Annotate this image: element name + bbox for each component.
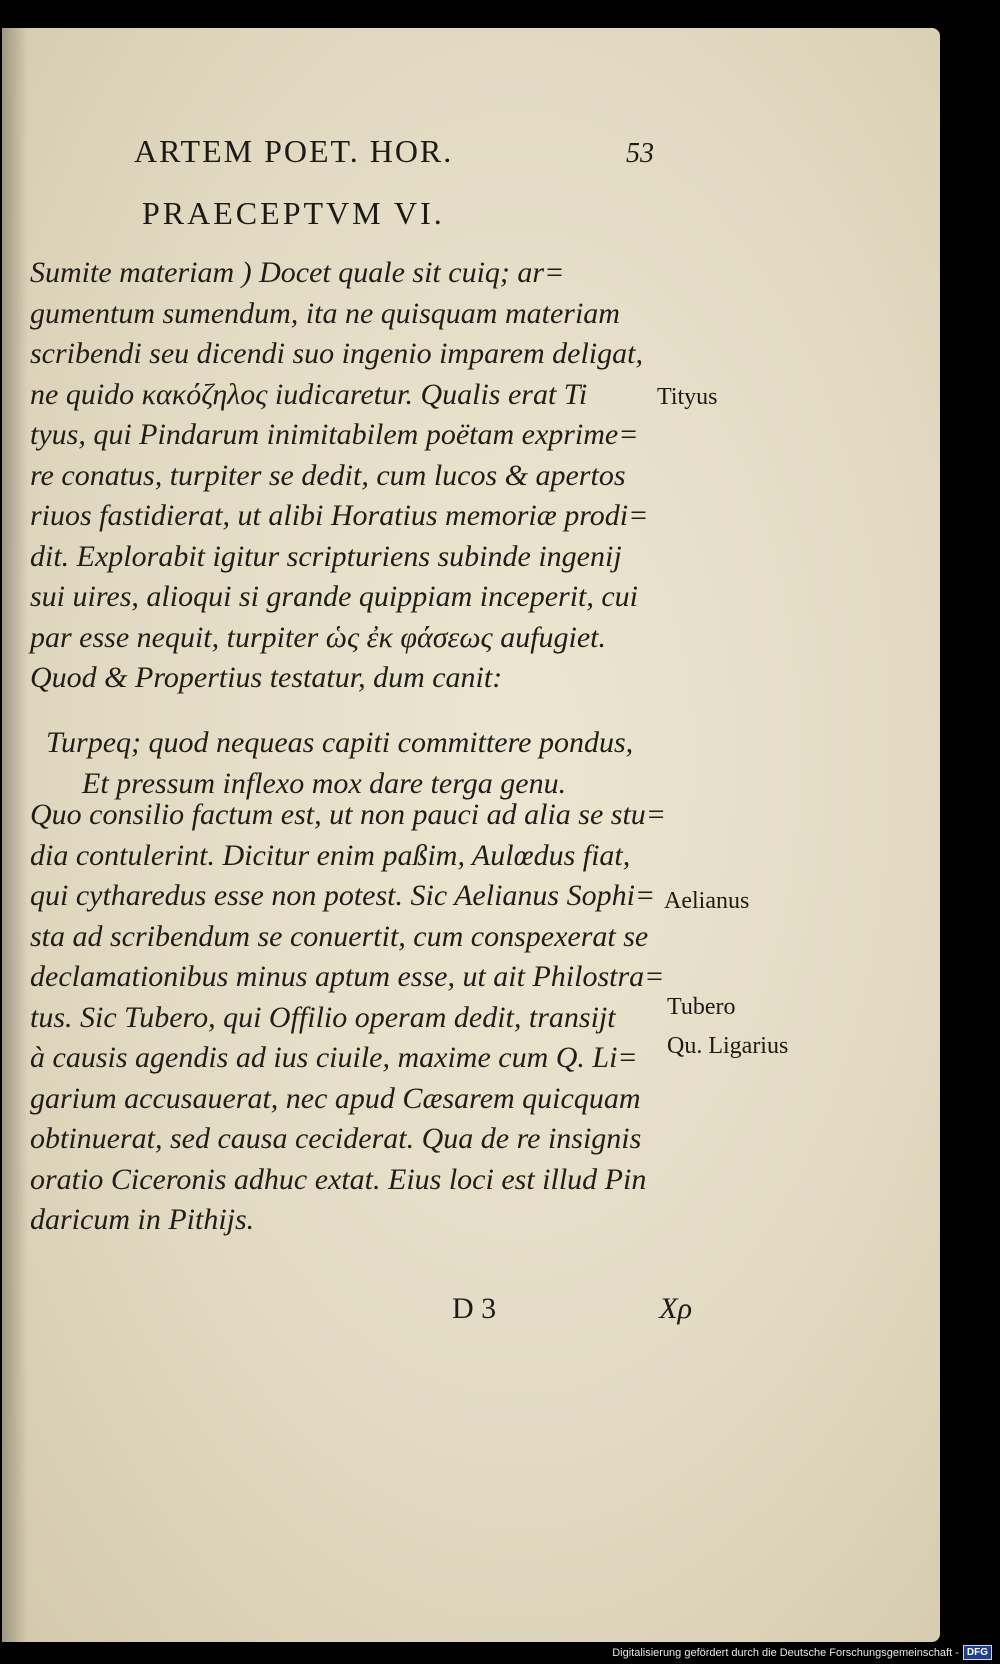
running-head-title: ARTEM POET. HOR. <box>134 133 454 169</box>
text-line: tyus, qui Pindarum inimitabilem poëtam exprime= <box>30 418 639 451</box>
running-head <box>134 133 654 170</box>
text-line: scribendi seu dicendi suo ingenio imparem deligat, <box>30 337 643 370</box>
dfg-logo: DFG <box>963 1645 992 1660</box>
verse-line: Turpeq; quod nequeas capiti committere pondus, <box>46 726 634 759</box>
text-line: ne quido κακόζηλος iudicaretur. Qualis erat Ti <box>30 377 588 411</box>
text-line: gumentum sumendum, ita ne quisquam materiam <box>30 296 620 330</box>
marginal-note-ligarius: Qu. Ligarius <box>667 1033 789 1059</box>
text-line: sui uires, alioqui si grande quippiam inceperit, cui <box>30 580 639 613</box>
digitization-credit <box>612 1645 992 1660</box>
text-line: obtinuerat, sed causa ceciderat. Qua de re insignis <box>30 1122 642 1155</box>
verse-line: Et pressum inflexo mox dare terga genu. <box>82 766 567 800</box>
text-line: oratio Ciceronis adhuc extat. Eius loci est illud Pin <box>30 1162 647 1196</box>
text-line: qui cytharedus esse non potest. Sic Aelianus Sophi= <box>30 879 656 912</box>
credit-text: Digitalisierung gefördert durch die Deutsche Forschungsgemeinschaft - <box>612 1646 959 1659</box>
main-text <box>30 253 670 699</box>
text-line: sta ad scribendum se conuertit, cum conspexerat se <box>30 919 649 953</box>
section-heading: PRAECEPTVM VI. <box>142 195 445 231</box>
page-number: 53 <box>626 138 654 169</box>
text-line: Quo consilio factum est, ut non pauci ad alia se stu= <box>30 798 667 831</box>
text-line: à causis agendis ad ius ciuile, maxime cum Q. Li= <box>30 1041 638 1074</box>
signature-mark: D 3 <box>452 1292 497 1325</box>
text-line: declamationibus minus aptum esse, ut ait Philostra= <box>30 960 665 993</box>
text-line: re conatus, turpiter se dedit, cum lucos & apertos <box>30 458 626 492</box>
catchword: Χρ <box>659 1292 692 1325</box>
text-line: Sumite materiam ) Docet quale sit cuiq; ar= <box>30 256 565 289</box>
signature-line <box>452 1292 692 1326</box>
continued-text <box>30 795 670 1241</box>
verse-quote <box>46 723 686 804</box>
text-line: daricum in Pithijs. <box>30 1203 255 1236</box>
marginal-note-aelianus: Aelianus <box>664 888 750 914</box>
text-line: dia contulerint. Dicitur enim paßim, Aulœdus fiat, <box>30 838 631 872</box>
text-line: riuos fastidierat, ut alibi Horatius memoriæ prodi= <box>30 499 649 532</box>
text-line: dit. Explorabit igitur scripturiens subinde ingenij <box>30 539 622 573</box>
text-line: Quod & Propertius testatur, dum canit: <box>30 661 503 694</box>
text-line: par esse nequit, turpiter ὡς ἐκ φάσεως aufugiet. <box>30 620 607 654</box>
book-page <box>2 28 940 1642</box>
marginal-note-tubero: Tubero <box>667 994 736 1020</box>
marginal-note-tityus: Tityus <box>657 384 718 410</box>
text-line: tus. Sic Tubero, qui Offilio operam dedit, transijt <box>30 1000 616 1034</box>
text-line: garium accusauerat, nec apud Cæsarem quicquam <box>30 1081 641 1115</box>
